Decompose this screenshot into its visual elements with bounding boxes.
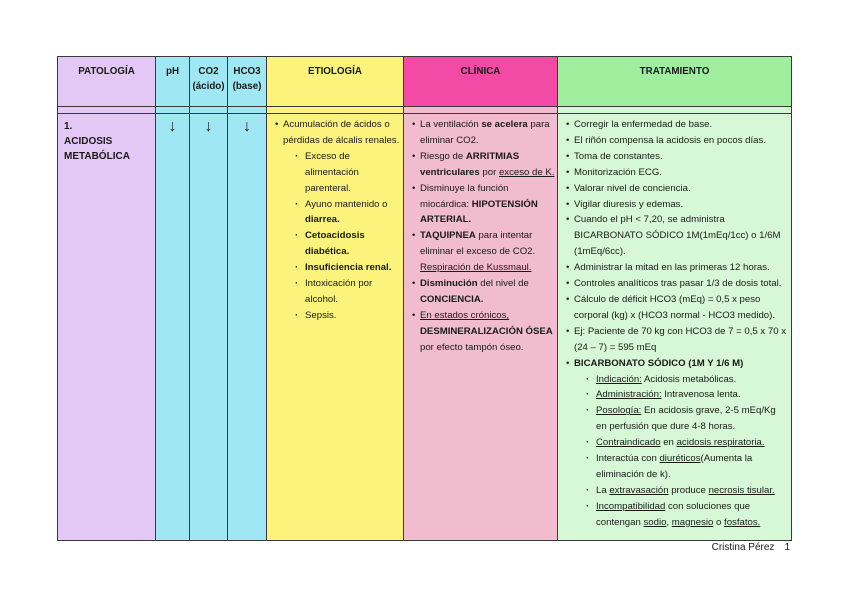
pathology-table: [57, 56, 792, 541]
etiologia-sub-item: · Cetoacidosis diabética.: [295, 228, 401, 260]
clinica-item: • Disminuye la función miocárdica: HIPOTENSIÓN ARTERIAL.: [412, 181, 555, 229]
page-footer: [712, 542, 790, 553]
header-tratamiento: TRATAMIENTO: [558, 57, 792, 107]
hco3-down-arrow-icon: ↓: [228, 114, 267, 541]
etiologia-main: • Acumulación de ácidos o pérdidas de álcalis renales. · Exceso de alimentación parenteral. · Ayuno mantenido o diarrea. · Cetoacidosis diabética. · Insuficiencia renal. · Intoxicación por alcohol. · Sepsis.: [275, 117, 401, 324]
etiologia-cell: [267, 114, 404, 541]
etiologia-sub-item: · Insuficiencia renal.: [295, 260, 401, 276]
clinica-cell: [404, 114, 558, 541]
bicarbonato-title: BICARBONATO SÓDICO (1M Y 1/6 M): [574, 357, 744, 369]
tratamiento-item: • Monitorización ECG.: [566, 165, 789, 181]
header-ph: pH: [156, 57, 190, 107]
tratamiento-item: • Cuando el pH < 7,20, se administra BICARBONATO SÓDICO 1M(1mEq/1cc) o 1/6M (1mEq/6cc).: [566, 212, 789, 260]
header-co2-label: CO2: [198, 66, 219, 77]
bicarbonato-sub-item: · Contraindicado en acidosis respiratoria.: [586, 435, 789, 451]
tratamiento-item: • Vigilar diuresis y edemas.: [566, 197, 789, 213]
tratamiento-item: • Administrar la mitad en las primeras 12 horas.: [566, 260, 789, 276]
bicarbonato-sub-item: · Posología: En acidosis grave, 2-5 mEq/Kg en perfusión que dure 4-8 horas.: [586, 403, 789, 435]
etiologia-sub-item: · Intoxicación por alcohol.: [295, 276, 401, 308]
ph-down-arrow-icon: ↓: [156, 114, 190, 541]
row-number: 1.: [64, 121, 73, 132]
co2-down-arrow-icon: ↓: [190, 114, 228, 541]
header-co2: [190, 57, 228, 107]
bicarbonato-sub-item: · Administración: Intravenosa lenta.: [586, 387, 789, 403]
tratamiento-item: • Controles analíticos tras pasar 1/3 de dosis total.: [566, 276, 789, 292]
bicarbonato-sub-item: · La extravasación produce necrosis tisular.: [586, 483, 789, 499]
header-row: [58, 57, 792, 107]
tratamiento-item: • El riñón compensa la acidosis en pocos días.: [566, 133, 789, 149]
header-hco3-label: HCO3: [233, 66, 261, 77]
etiologia-sub-item: · Ayuno mantenido o diarrea.: [295, 197, 401, 229]
header-clinica: CLÍNICA: [404, 57, 558, 107]
tratamiento-item: • Toma de constantes.: [566, 149, 789, 165]
header-etiologia: ETIOLOGÍA: [267, 57, 404, 107]
bicarbonato-sub-item: · Interactúa con diuréticos(Aumenta la eliminación de k).: [586, 451, 789, 483]
spacer-row: [58, 107, 792, 114]
tratamiento-item: • Valorar nivel de conciencia.: [566, 181, 789, 197]
header-patologia: PATOLOGÍA: [58, 57, 156, 107]
bicarbonato-sub-item: · Indicación: Acidosis metabólicas.: [586, 372, 789, 388]
row-acidosis-metabolica: [58, 114, 792, 541]
clinica-item: • TAQUIPNEA para intentar eliminar el exceso de CO2. Respiración de Kussmaul.: [412, 228, 555, 276]
clinica-item: • Riesgo de ARRITMIAS ventriculares por exceso de K.: [412, 149, 555, 181]
header-hco3: [228, 57, 267, 107]
pathology-name-line2: METABÓLICA: [64, 151, 130, 162]
clinica-item: • Disminución del nivel de CONCIENCIA.: [412, 276, 555, 308]
bicarbonato-section: [566, 356, 789, 531]
footer-author: Cristina Pérez: [711, 542, 775, 553]
pathology-name-line1: ACIDOSIS: [64, 136, 113, 147]
tratamiento-cell: [558, 114, 792, 541]
tratamiento-item: • Corregir la enfermedad de base.: [566, 117, 789, 133]
tratamiento-item: • Cálculo de déficit HCO3 (mEq) = 0,5 x peso corporal (kg) x (HCO3 normal - HCO3 medido).: [566, 292, 789, 324]
header-hco3-sub: (base): [232, 81, 262, 92]
bicarbonato-sub-item: · Incompatibilidad con soluciones que contengan sodio, magnesio o fosfatos.: [586, 499, 789, 531]
tratamiento-item: • Ej: Paciente de 70 kg con HCO3 de 7 = 0,5 x 70 x (24 – 7) = 595 mEq: [566, 324, 789, 356]
pathology-name-cell: [58, 114, 156, 541]
page-number: 1: [784, 542, 790, 553]
etiologia-sub-item: · Exceso de alimentación parenteral.: [295, 149, 401, 197]
etiologia-sub-item: · Sepsis.: [295, 308, 401, 324]
header-co2-sub: (ácido): [192, 81, 225, 92]
clinica-item: • En estados crónicos, DESMINERALIZACIÓN ÓSEA por efecto tampón óseo.: [412, 308, 555, 356]
clinica-item: • La ventilación se acelera para eliminar CO2.: [412, 117, 555, 149]
